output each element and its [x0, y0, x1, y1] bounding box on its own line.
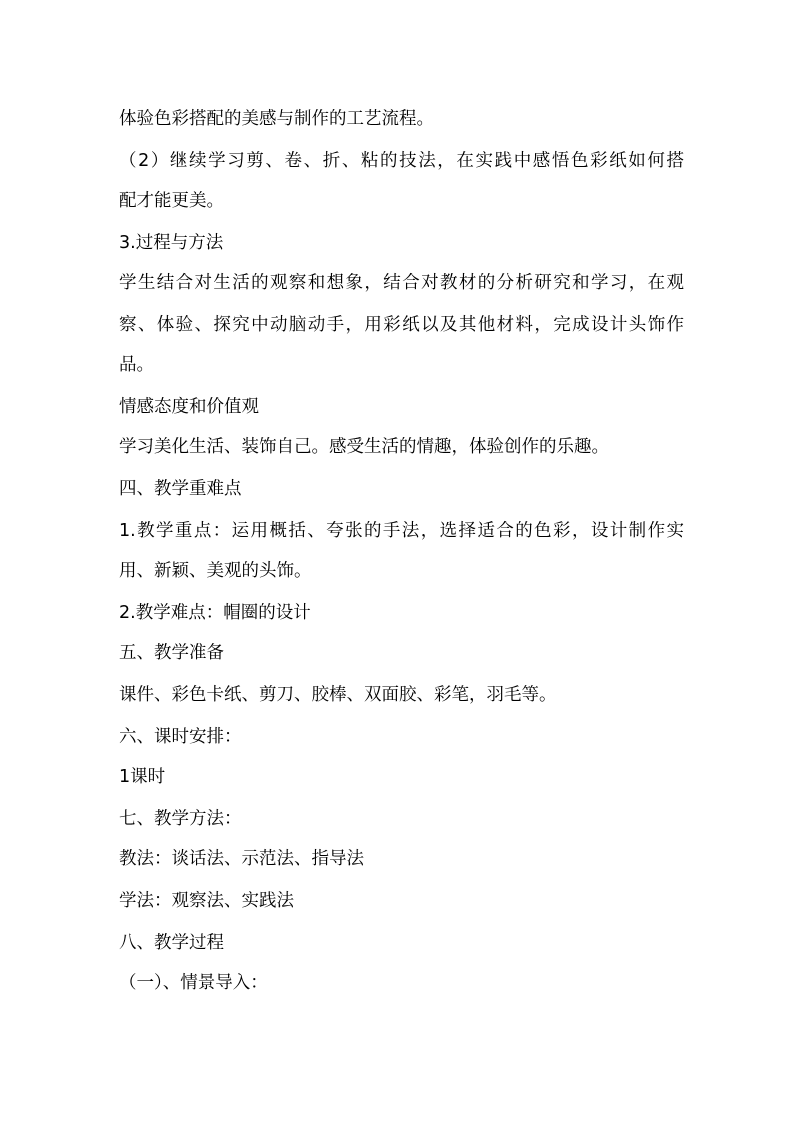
- text-line-works: 品。: [119, 355, 154, 375]
- heading-teaching-key-points: 四、教学重难点: [119, 479, 242, 499]
- heading-teaching-process: 八、教学过程: [119, 933, 224, 953]
- text-line-more-beautiful: 配才能更美。: [119, 191, 224, 211]
- heading-emotion-attitude-values: 情感态度和价值观: [119, 397, 259, 417]
- text-line-teaching-method: 教法：谈话法、示范法、指导法: [119, 849, 364, 869]
- heading-scenario-introduction: （一）、情景导入：: [119, 973, 268, 993]
- text-line-students-observe: 学生结合对生活的观察和想象，结合对教材的分析研究和学习，在观: [119, 273, 684, 293]
- heading-teaching-preparation: 五、教学准备: [119, 643, 224, 663]
- text-line-materials: 课件、彩色卡纸、剪刀、胶棒、双面胶、彩笔，羽毛等。: [119, 685, 557, 705]
- text-line-learning-method: 学法：观察法、实践法: [119, 891, 294, 911]
- text-line-color-matching: 体验色彩搭配的美感与制作的工艺流程。: [119, 109, 434, 129]
- text-line-technique: （2）继续学习剪、卷、折、粘的技法，在实践中感悟色彩纸如何搭: [119, 151, 684, 171]
- text-line-key-point: 1.教学重点：运用概括、夸张的手法，选择适合的色彩，设计制作实: [119, 521, 684, 541]
- heading-process-and-method: 3.过程与方法: [119, 233, 224, 253]
- text-line-one-class: 1课时: [119, 767, 166, 787]
- text-line-difficult-point: 2.教学难点：帽圈的设计: [119, 603, 311, 623]
- heading-class-schedule: 六、课时安排：: [119, 727, 242, 747]
- heading-teaching-methods: 七、教学方法：: [119, 809, 242, 829]
- text-line-explore-design: 察、体验、探究中动脑动手，用彩纸以及其他材料，完成设计头饰作: [119, 315, 684, 335]
- text-line-beautify-life: 学习美化生活、装饰自己。感受生活的情趣，体验创作的乐趣。: [119, 437, 609, 457]
- text-line-headwear: 用、新颖、美观的头饰。: [119, 561, 312, 581]
